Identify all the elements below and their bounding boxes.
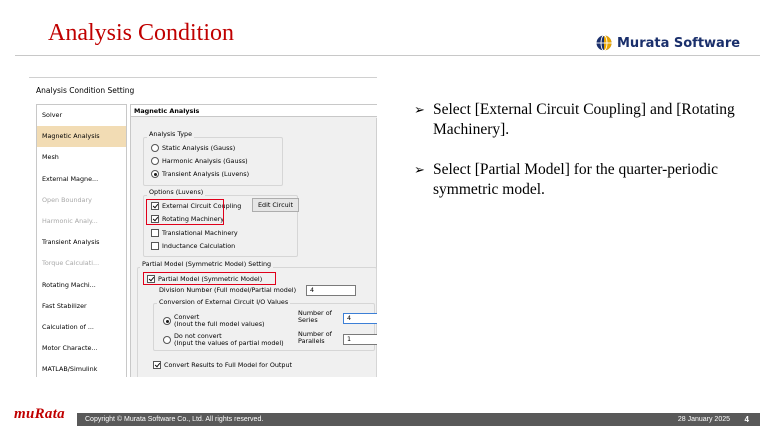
division-number-label: Division Number (Full model/Partial model) xyxy=(159,286,297,294)
radio-convert-label: Convert xyxy=(174,313,200,321)
brand-logo xyxy=(596,35,740,51)
radio-transient-analysis[interactable] xyxy=(151,170,249,178)
footer-date: 28 January 2025 xyxy=(677,416,730,423)
sidebar-item-matlab-simulink[interactable]: MATLAB/Simulink xyxy=(42,365,98,374)
analysis-condition-dialog xyxy=(29,77,377,377)
radio-do-not-convert-hint: (Input the values of partial model) xyxy=(174,339,284,347)
panel-header: Magnetic Analysis xyxy=(131,105,377,117)
conversion-label: Conversion of External Circuit I/O Values xyxy=(159,298,289,306)
sidebar-item-open-boundary[interactable]: Open Boundary xyxy=(42,195,92,204)
convert-results-label: Convert Results to Full Model for Output xyxy=(164,361,293,369)
sidebar-item-magnetic-analysis[interactable]: Magnetic Analysis xyxy=(37,126,126,147)
radio-convert[interactable] xyxy=(163,314,265,328)
sidebar-item-external-magnetic[interactable]: External Magne... xyxy=(42,174,99,183)
number-of-series-input[interactable]: 4 xyxy=(343,313,377,324)
sidebar-item-mesh[interactable]: Mesh xyxy=(42,153,59,162)
inductance-calculation-label: Inductance Calculation xyxy=(162,242,236,250)
slide-title: Analysis Condition xyxy=(48,20,235,46)
radio-circle[interactable] xyxy=(151,157,159,165)
external-circuit-coupling-label: External Circuit Coupling xyxy=(162,202,242,210)
division-number-input[interactable]: 4 xyxy=(306,285,356,296)
settings-sidebar xyxy=(36,104,127,377)
instruction-bullets xyxy=(414,100,754,220)
radio-circle[interactable] xyxy=(163,336,171,344)
number-of-parallels-label xyxy=(298,331,332,345)
title-divider xyxy=(15,55,760,56)
series-label-line1: Number of xyxy=(298,309,332,317)
partial-model-setting-label: Partial Model (Symmetric Model) Setting xyxy=(142,260,272,268)
brand-name: Murata Software xyxy=(617,35,741,51)
murata-logo: muRata xyxy=(14,406,65,422)
radio-convert-hint: (Inout the full model values) xyxy=(174,320,265,328)
sidebar-item-motor-characteristics[interactable]: Motor Characte... xyxy=(42,344,98,353)
globe-logo-icon xyxy=(596,35,612,51)
radio-circle-selected[interactable] xyxy=(151,170,159,178)
edit-circuit-button[interactable]: Edit Circuit xyxy=(252,198,299,212)
radio-static-analysis[interactable] xyxy=(151,144,235,152)
analysis-type-label: Analysis Type xyxy=(149,130,193,138)
options-label: Options (Luvens) xyxy=(149,188,204,196)
sidebar-item-solver[interactable]: Solver xyxy=(42,111,63,119)
sidebar-item-torque-calculation[interactable]: Torque Calculati... xyxy=(42,259,100,268)
bullet-text: Select [Partial Model] for the quarter-periodic symmetric model. xyxy=(433,161,719,198)
inductance-calculation-checkbox[interactable] xyxy=(151,242,235,250)
number-of-series-label xyxy=(298,310,332,324)
partial-model-checkbox-label: Partial Model (Symmetric Model) xyxy=(158,275,263,283)
copyright-text: Copyright © Murata Software Co., Ltd. All rights reserved. xyxy=(85,416,264,423)
convert-results-checkbox[interactable] xyxy=(153,361,292,369)
translational-machinery-checkbox[interactable] xyxy=(151,229,238,237)
arrow-bullet-icon: ➢ xyxy=(414,102,425,117)
rotating-machinery-label: Rotating Machinery xyxy=(162,215,225,223)
bullet-item xyxy=(414,100,754,140)
page-number: 4 xyxy=(744,415,749,424)
parallels-label-line2: Parallels xyxy=(298,337,325,345)
magnetic-analysis-panel xyxy=(130,104,377,377)
highlight-partial-model-box xyxy=(143,272,276,285)
dialog-title: Analysis Condition Setting xyxy=(36,86,135,95)
footer-bar xyxy=(77,413,760,426)
bullet-item xyxy=(414,160,754,200)
radio-circle-selected[interactable] xyxy=(163,317,171,325)
number-of-parallels-input[interactable]: 1 xyxy=(343,334,377,345)
bullet-text: Select [External Circuit Coupling] and [Rotating Machinery]. xyxy=(433,101,735,138)
series-label-line2: Series xyxy=(298,316,318,324)
parallels-label-line1: Number of xyxy=(298,330,332,338)
radio-harmonic-label: Harmonic Analysis (Gauss) xyxy=(162,157,248,165)
radio-harmonic-analysis[interactable] xyxy=(151,157,248,165)
arrow-bullet-icon: ➢ xyxy=(414,162,425,177)
sidebar-item-harmonic-analysis[interactable]: Harmonic Analy... xyxy=(42,216,98,225)
translational-machinery-label: Translational Machinery xyxy=(162,229,238,237)
sidebar-item-calculation-of[interactable]: Calculation of ... xyxy=(42,322,94,331)
checkbox-box[interactable] xyxy=(151,242,159,250)
checkbox-box[interactable] xyxy=(153,361,161,369)
sidebar-item-rotating-machinery[interactable]: Rotating Machi... xyxy=(42,280,96,289)
radio-do-not-convert[interactable] xyxy=(163,333,284,347)
sidebar-item-transient-analysis[interactable]: Transient Analysis xyxy=(42,238,100,247)
sidebar-item-fast-stabilizer[interactable]: Fast Stabilizer xyxy=(42,301,87,310)
radio-transient-label: Transient Analysis (Luvens) xyxy=(162,170,250,178)
radio-do-not-convert-text xyxy=(174,333,284,347)
radio-static-label: Static Analysis (Gauss) xyxy=(162,144,236,152)
highlight-options-box xyxy=(146,199,224,225)
radio-do-not-convert-label: Do not convert xyxy=(174,332,222,340)
checkbox-box[interactable] xyxy=(151,229,159,237)
radio-convert-text xyxy=(174,314,265,328)
radio-circle[interactable] xyxy=(151,144,159,152)
